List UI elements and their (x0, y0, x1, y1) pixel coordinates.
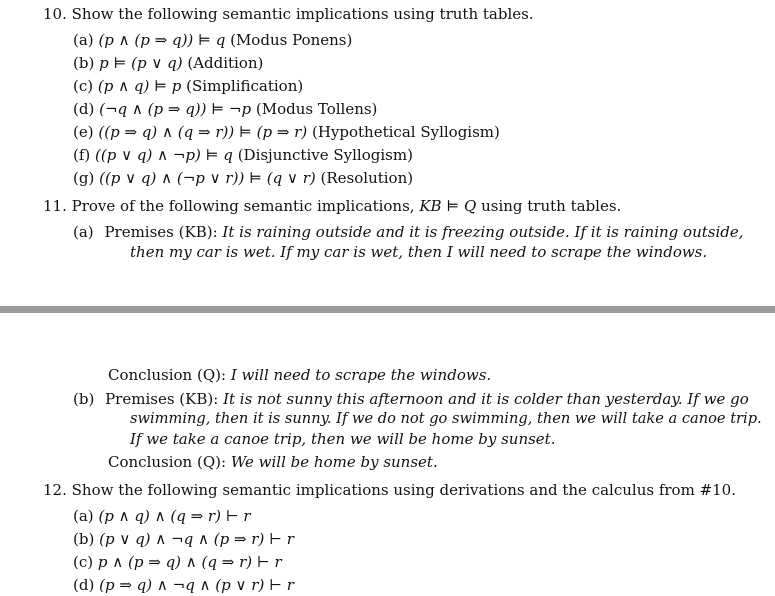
q12-title: Show the following semantic implications using derivations and the calculus from #10. (71, 481, 736, 499)
q10-item-g: (g) ((p ∨ q) ∧ (¬p ∨ r)) ⊨ (q ∨ r) (Resolution) (73, 169, 414, 187)
q11-b-premises: (b) Premises (KB): It is not sunny this afternoon and it is colder than yesterday. If we go (73, 390, 749, 408)
formula: (¬q ∧ (p ⇒ q)) ⊨ ¬p (99, 100, 252, 118)
q10-title: Show the following semantic implications using truth tables. (71, 5, 534, 23)
formula: KB ⊨ Q (419, 197, 477, 215)
q12-item-d: (d) (p ⇒ q) ∧ ¬q ∧ (p ∨ r) ⊢ r (73, 576, 294, 594)
q12-heading (43, 480, 736, 500)
q11-b-premises-cont: swimming, then it is sunny. If we do not go swimming, then we will take a canoe trip. (130, 410, 762, 427)
q10-item-a: (a) (p ∧ (p ⇒ q)) ⊨ q (Modus Ponens) (73, 31, 353, 49)
q10-item-b: (b) p ⊨ (p ∨ q) (Addition) (73, 54, 264, 72)
q12-item-b: (b) (p ∨ q) ∧ ¬q ∧ (p ⇒ r) ⊢ r (73, 530, 294, 548)
formula: (p ∧ (p ⇒ q)) ⊨ q (98, 31, 226, 49)
q11-number: 11. (43, 197, 67, 215)
q11-a-premises: (a) Premises (KB): It is raining outside and it is freezing outside. If it is raining outside, (73, 223, 744, 241)
formula: p ∧ (p ⇒ q) ∧ (q ⇒ r) ⊢ r (97, 553, 282, 571)
q10-number: 10. (43, 5, 67, 23)
q11-b-premises-cont2: If we take a canoe trip, then we will be home by sunset. (130, 430, 556, 448)
formula: (p ⇒ q) ∧ ¬q ∧ (p ∨ r) ⊢ r (99, 576, 294, 594)
q10-heading (43, 4, 534, 24)
q10-item-c: (c) (p ∧ q) ⊨ p (Simplification) (73, 77, 304, 95)
formula: ((p ∨ q) ∧ ¬p) ⊨ q (95, 146, 233, 164)
q11-a-premises-cont: then my car is wet. If my car is wet, then I will need to scrape the windows. (130, 243, 708, 261)
q10-item-d: (d) (¬q ∧ (p ⇒ q)) ⊨ ¬p (Modus Tollens) (73, 100, 378, 118)
formula: ((p ⇒ q) ∧ (q ⇒ r)) ⊨ (p ⇒ r) (98, 123, 308, 141)
q12-item-a: (a) (p ∧ q) ∧ (q ⇒ r) ⊢ r (73, 507, 251, 525)
q11-b-conclusion: Conclusion (Q): We will be home by sunset. (108, 453, 438, 471)
q12-number: 12. (43, 481, 67, 499)
q10-item-e: (e) ((p ⇒ q) ∧ (q ⇒ r)) ⊨ (p ⇒ r) (Hypothetical Syllogism) (73, 123, 500, 141)
formula: (p ∨ q) ∧ ¬q ∧ (p ⇒ r) ⊢ r (99, 530, 294, 548)
q11-heading: 11. Prove of the following semantic implications, KB ⊨ Q using truth tables. (43, 197, 622, 215)
formula: (p ∧ q) ⊨ p (97, 77, 182, 95)
formula: p ⊨ (p ∨ q) (99, 54, 183, 72)
formula: ((p ∨ q) ∧ (¬p ∨ r)) ⊨ (q ∨ r) (99, 169, 316, 187)
q11-a-conclusion: Conclusion (Q): I will need to scrape the windows. (108, 366, 492, 384)
q12-item-c: (c) p ∧ (p ⇒ q) ∧ (q ⇒ r) ⊢ r (73, 553, 282, 571)
page-divider (0, 306, 775, 313)
formula: (p ∧ q) ∧ (q ⇒ r) ⊢ r (98, 507, 251, 525)
q10-item-f: (f) ((p ∨ q) ∧ ¬p) ⊨ q (Disjunctive Syllogism) (73, 146, 413, 164)
